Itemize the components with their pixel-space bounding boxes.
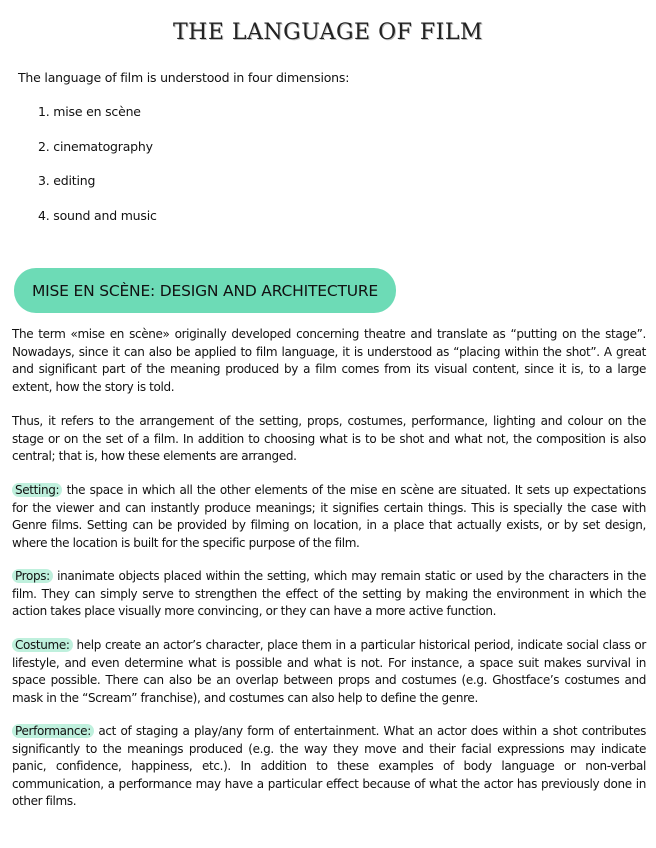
term-costume: [12, 637, 646, 707]
dimensions-list: [38, 102, 157, 240]
term-props: [12, 568, 646, 621]
section-heading-banner: [14, 268, 396, 313]
term-text-costume: help create an actor’s character, place them in a particular historical period, indicate social class or lifestyle, and even determine what is possible and what is not. For instance, a space suit makes survival in space possible. There can also be an overlap between props and costumes (e.g. Ghostface’s costumes and mask in the “Scream” franchise), and costumes can also help to define the genre.: [12, 638, 646, 705]
term-label-performance: Performance:: [12, 724, 94, 738]
term-setting: [12, 482, 646, 552]
term-text-performance: act of staging a play/any form of entertainment. What an actor does within a shot contributes significantly to the meanings produced (e.g. the way they move and their facial expressions may indicate panic, confidence, happiness, etc.). In addition to these examples of body language or non-verbal communication, a performance may have a particular effect because of what the actor has previously done in other films.: [12, 724, 646, 808]
paragraph-definition: The term «mise en scène» originally developed concerning theatre and translate as “putting on the stage”. Nowadays, since it can also be applied to film language, it is understood as “placing within the shot”. A great and significant part of the meaning produced by a film comes from its visual content, since it is, to a large extent, how the story is told.: [12, 327, 646, 394]
list-item: 4. sound and music: [38, 207, 157, 223]
page-title: THE LANGUAGE OF FILM: [173, 20, 483, 45]
term-label-setting: Setting:: [12, 483, 62, 497]
term-performance: [12, 723, 646, 811]
list-item: 2. cinematography: [38, 138, 153, 154]
term-text-props: inanimate objects placed within the setting, which may remain static or used by the characters in the film. They can simply serve to strengthen the effect of the setting by making the environment in which the action takes place visually more convincing, or they can have a more active function.: [12, 569, 646, 618]
list-item: 3. editing: [38, 173, 96, 188]
term-text-setting: the space in which all the other elements of the mise en scène are situated. It sets up expectations for the viewer and can instantly produce meanings; it signifies certain things. This is specially the case with Genre films. Setting can be provided by filming on location, in a place that actually exists, or by set design, where the location is built for the specific purpose of the film.: [12, 483, 646, 550]
section-heading: MISE EN SCÈNE: DESIGN AND ARCHITECTURE: [31, 281, 379, 300]
intro-text: The language of film is understood in four dimensions:: [18, 70, 350, 85]
term-label-props: Props:: [12, 569, 53, 583]
list-item: 1. mise en scène: [38, 104, 141, 119]
paragraph-arrangement: Thus, it refers to the arrangement of the setting, props, costumes, performance, lighting and colour on the stage or on the set of a film. In addition to choosing what is to be shot and what not, the composition is also central; that is, how these elements are arranged.: [12, 414, 646, 463]
term-label-costume: Costume:: [12, 638, 73, 652]
